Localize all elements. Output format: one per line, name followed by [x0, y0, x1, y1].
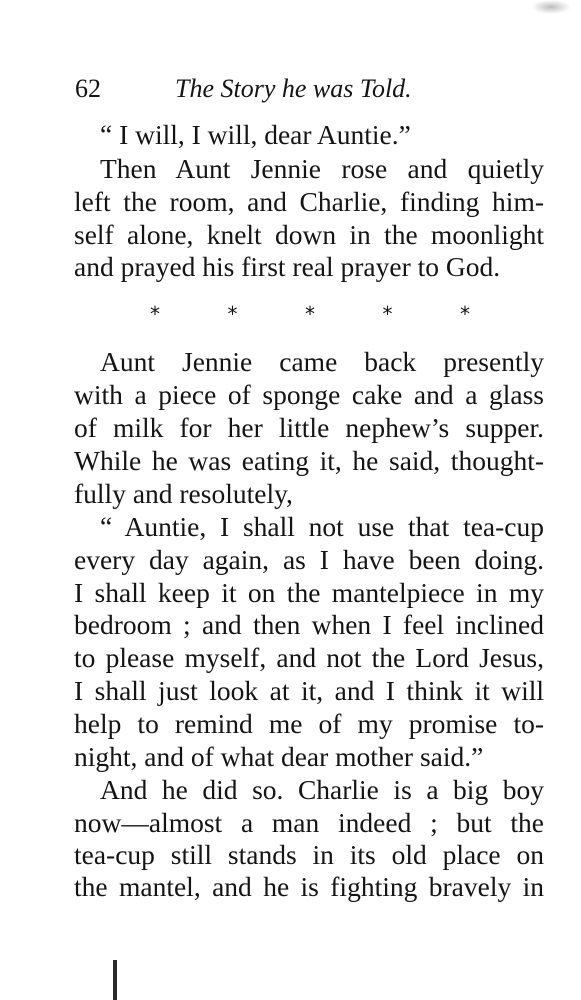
text-line: Then Aunt Jennie rose and quietly	[100, 153, 544, 184]
text-line: every day again, as I have been doing.	[74, 544, 544, 575]
text-line: and prayed his first real prayer to God.	[74, 251, 501, 282]
text-line: to please myself, and not the Lord Jesus,	[74, 642, 544, 673]
separator-star: *	[227, 302, 238, 326]
text-line: Aunt Jennie came back presently	[100, 346, 544, 377]
text-line: I shall keep it on the mantelpiece in my	[74, 577, 544, 608]
scan-edge-mark	[113, 960, 117, 1000]
text-line: help to remind me of my promise to-	[74, 708, 544, 739]
text-line: self alone, knelt down in the moonlight	[74, 219, 544, 250]
text-line: night, and of what dear mother said.”	[74, 741, 484, 772]
text-line: with a piece of sponge cake and a glass	[74, 379, 544, 410]
page-number: 62	[75, 74, 101, 103]
text-line: “ I will, I will, dear Auntie.”	[100, 119, 411, 150]
text-line: And he did so. Charlie is a big boy	[100, 774, 544, 805]
page-smudge	[531, 0, 571, 14]
text-line: fully and resolutely,	[74, 478, 293, 509]
text-line: “ Auntie, I shall not use that tea-cup	[100, 511, 544, 542]
page-header	[75, 74, 475, 108]
text-line: While he was eating it, he said, thought-	[74, 445, 544, 476]
running-title: The Story he was Told.	[175, 74, 412, 103]
text-line: now—almost a man indeed ; but the	[74, 807, 544, 838]
text-line: bedroom ; and then when I feel inclined	[74, 609, 544, 640]
separator-star: *	[305, 302, 315, 326]
text-line: of milk for her little nephew’s supper.	[74, 412, 544, 443]
separator-star: *	[460, 302, 470, 326]
section-separator	[150, 302, 470, 330]
separator-star: *	[382, 302, 393, 326]
separator-star: *	[150, 302, 160, 326]
text-line: the mantel, and he is fighting bravely in	[74, 871, 544, 902]
text-line: left the room, and Charlie, finding him-	[74, 186, 544, 217]
text-line: tea-cup still stands in its old place on	[74, 839, 544, 870]
text-line: I shall just look at it, and I think it will	[74, 675, 544, 706]
